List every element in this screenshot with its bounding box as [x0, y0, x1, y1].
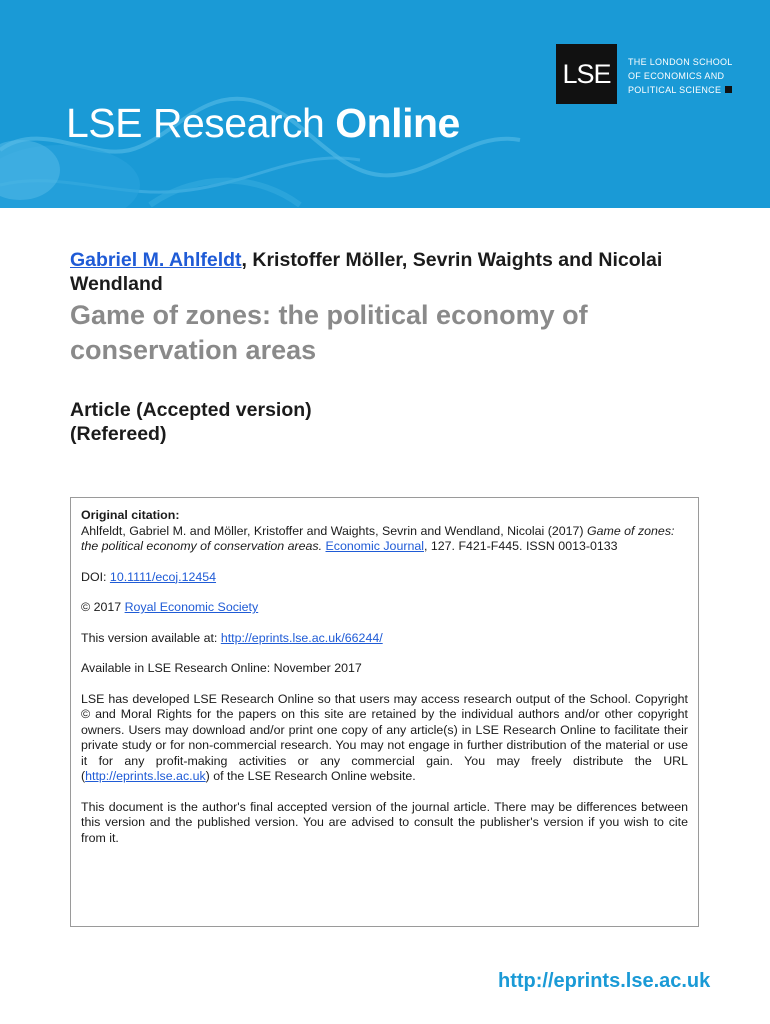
school-name	[628, 55, 733, 97]
availability-date: Available in LSE Research Online: November 2017	[81, 661, 362, 675]
logo-square-icon	[725, 86, 732, 93]
availability-link[interactable]: http://eprints.lse.ac.uk/66244/	[220, 630, 383, 645]
doi	[81, 570, 688, 586]
citation-box	[70, 497, 699, 927]
eprints-link[interactable]: http://eprints.lse.ac.uk	[85, 769, 206, 783]
author-link[interactable]: Gabriel M. Ahlfeldt	[70, 249, 242, 271]
lse-logo: LSE	[556, 44, 617, 104]
version-info	[70, 398, 710, 446]
notice-text-a: LSE has developed LSE Research Online so that users may access research output of the School. Copyright © and Moral Rights for the papers on this site are retained by the individual authors and/or other copyright owners. Users may download and/or print one copy of any article(s) in LSE Research Online to facilitate their private study or for non-commercial research. You may not engage in further distribution of the material or use it for any profit-making activities or any commercial gain. You may freely distribute the URL (	[81, 691, 688, 783]
version-line1: Article (Accepted version)	[70, 399, 312, 421]
footer-url[interactable]: http://eprints.lse.ac.uk	[498, 970, 711, 992]
version-line2: (Refereed)	[70, 423, 167, 445]
copyright-link[interactable]: Royal Economic Society	[124, 600, 259, 614]
doi-link[interactable]: 10.1111/ecoj.12454	[109, 569, 217, 584]
authors	[70, 248, 710, 296]
site-title-bold: Online	[335, 100, 460, 146]
header-banner	[0, 0, 770, 208]
site-title	[66, 100, 460, 147]
citation-title: Game of zones: the political economy of conservation areas.	[81, 523, 675, 553]
authors-rest: , Kristoffer Möller, Sevrin Waights and Nicolai Wendland	[70, 249, 663, 295]
journal-link[interactable]: Economic Journal	[325, 539, 424, 553]
site-title-light: LSE Research	[66, 100, 336, 146]
copyright	[81, 600, 688, 616]
school-name-line3-text: POLITICAL SCIENCE	[628, 85, 722, 95]
copyright-notice	[81, 692, 688, 785]
version-notice: This document is the author's final accepted version of the journal article. There may be differences between this version and the published version. You are advised to consult the publisher's version if you wish to cite from it.	[81, 799, 688, 845]
article-title: Game of zones: the political economy of conservation areas	[70, 300, 588, 365]
school-name-line3	[628, 83, 733, 97]
citation-authors: Ahlfeldt, Gabriel M. and Möller, Kristoffer and Waights, Sevrin and Wendland, Nicolai (2017)	[81, 523, 587, 538]
school-name-line1: THE LONDON SCHOOL	[628, 57, 733, 67]
notice-text-b: ) of the LSE Research Online website.	[205, 769, 416, 783]
citation-text	[81, 524, 688, 555]
doi-label: DOI:	[81, 569, 110, 584]
citation-details: , 127. F421-F445. ISSN 0013-0133	[424, 539, 618, 553]
copyright-prefix: © 2017	[81, 600, 125, 614]
availability-label: This version available at:	[81, 630, 221, 645]
availability	[81, 631, 688, 647]
citation-heading: Original citation:	[81, 508, 180, 522]
school-name-line2: OF ECONOMICS AND	[628, 71, 725, 81]
